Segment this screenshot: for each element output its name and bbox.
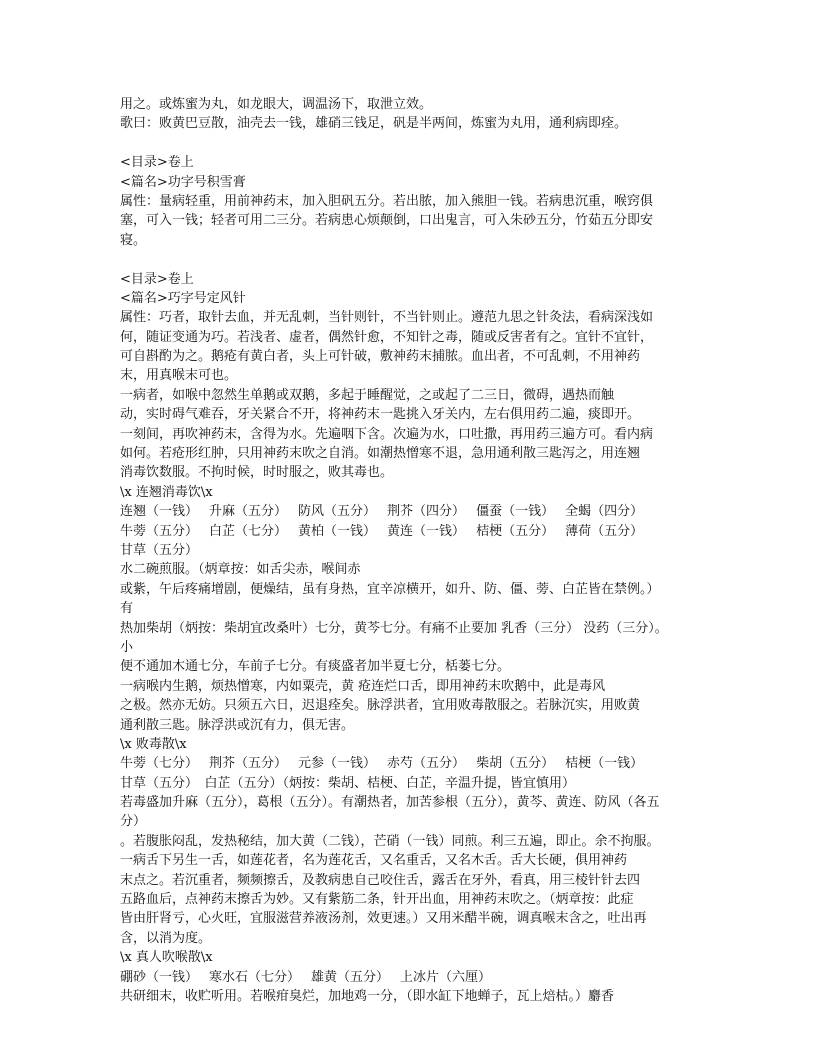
ingredient-item: 黄连（一钱） — [387, 523, 466, 539]
text-line: 一病喉内生鹅，烦热憎寒，内如粟壳，黄 疮连烂口舌，即用神药末吹鹅中，此是毒风 — [120, 678, 606, 694]
ingredient-item: 升麻（五分） — [209, 504, 288, 520]
text-line: 之极。然亦无妨。只须五六日，迟退痊矣。脉浮洪者，宜用败毒散服之。若脉沉实，用败黄 — [120, 698, 641, 714]
ingredient-item: 白芷（七分） — [209, 523, 288, 539]
text-line: 水二碗煎服。（炳章按：如舌尖赤，喉间赤 — [120, 562, 361, 578]
ingredient-item: 柴胡（五分） — [476, 756, 555, 772]
blank-line — [120, 250, 698, 269]
text-line: 一刻间，再吹神药末，含得为水。先遍咽下含。次遍为水，口吐撒，再用药三遍方可。看内病 — [120, 426, 654, 442]
ingredient-item: 防风（五分） — [298, 504, 377, 520]
text-line: 含，以消为度。 — [120, 930, 212, 946]
ingredient-item: 桔梗（一钱） — [565, 756, 644, 772]
ingredient-item: 荆芥（五分） — [209, 756, 288, 772]
ingredient-item: 全蝎（四分） — [565, 504, 644, 520]
text-line: 通利散三匙。脉浮洪或沉有力，俱无害。 — [120, 717, 355, 733]
text-line: <篇名>功字号积雪膏 — [120, 174, 246, 190]
ingredient-item: 桔梗（五分） — [476, 523, 555, 539]
text-line: 一病者，如喉中忽然生单鹅或双鹅，多起于睡醒觉，之或起了二三日，微碍，遇热而触 — [120, 387, 615, 403]
ingredient-item: 黄柏（一钱） — [298, 523, 377, 539]
text-line: 甘草（五分） 白芷（五分）（炳按：柴胡、桔梗、白芷，辛温升提，皆宜慎用） — [120, 775, 576, 791]
text-line: <目录>卷上 — [120, 271, 194, 287]
ingredient-item: 牛蒡（七分） — [120, 756, 199, 772]
text-line: \x 连翘消毒饮\x — [120, 484, 213, 500]
text-line: \x 败毒散\x — [120, 736, 187, 752]
blank-line — [120, 134, 698, 153]
text-line: 动，实时碍气难吞，牙关紧合不开，将神药末一匙挑入牙关内，左右俱用药二遍，痰即开。 — [120, 407, 641, 423]
ingredient-item: 赤芍（五分） — [387, 756, 466, 772]
text-line: 分） — [120, 814, 147, 830]
text-line: 便不通加木通七分，车前子七分。有痰盛者加半夏七分，栝蒌七分。 — [120, 659, 511, 675]
text-line: 有 — [120, 601, 134, 617]
ingredient-item: 连翘（一钱） — [120, 504, 199, 520]
text-line: 歌曰：败黄巴豆散，油壳去一钱，雄硝三钱足，矾是半两间，炼蜜为丸用，通利病即痊。 — [120, 116, 628, 132]
text-line: 一病舌下另生一舌，如莲花者，名为莲花舌，又名重舌，又名木舌。舌大长硬，俱用神药 — [120, 853, 628, 869]
ingredient-item: 硼砂（一钱） — [120, 969, 199, 985]
text-line: 。若腹胀闷乱，发热秘结，加大黄（二钱），芒硝（一钱）同煎。利三五遍，即止。余不拘服。 — [120, 833, 660, 849]
text-line: <目录>卷上 — [120, 155, 194, 171]
text-line: 消毒饮数服。不拘时候，时时服之，败其毒也。 — [120, 465, 394, 481]
ingredient-line — [120, 522, 698, 541]
text-line: 属性：量病轻重，用前神药末，加入胆矾五分。若出脓，加入熊胆一钱。若病患沉重，喉窍俱 — [120, 193, 654, 209]
text-line: <篇名>巧字号定风针 — [120, 290, 246, 306]
ingredient-item: 牛蒡（五分） — [120, 523, 199, 539]
text-line: 若毒盛加升麻（五分），葛根（五分）。有潮热者，加苦参根（五分），黄芩、黄连、防风（各五 — [120, 795, 660, 811]
ingredient-item: 薄荷（五分） — [565, 523, 644, 539]
text-line: 何，随证变通为巧。若浅者、虚者，偶然针愈，不知针之毒，随或反害者有之。宜针不宜针， — [120, 329, 654, 345]
text-line: 热加柴胡（炳按：柴胡宜改桑叶）七分，黄芩七分。有痛不止要加 乳香（三分） 没药（三分）。 — [120, 620, 668, 636]
ingredient-item: 僵蚕（一钱） — [476, 504, 555, 520]
text-line: 用之。或炼蜜为丸，如龙眼大，调温汤下，取泄立效。 — [120, 97, 433, 112]
ingredient-line — [120, 502, 698, 521]
ingredient-item: 寒水石（七分） — [209, 969, 301, 985]
text-line: 末，用真喉末可也。 — [120, 368, 238, 384]
ingredient-line — [120, 968, 698, 987]
text-line: 末点之。若沉重者，频频擦舌，及教病患自己咬住舌，露舌在牙外，看真，用三棱针针去四 — [120, 872, 641, 888]
ingredient-line — [120, 541, 698, 560]
text-line: 或紫，午后疼痛增剧，便燥结，虽有身热，宜辛凉横开，如升、防、僵、蒡、白芷皆在禁例。） — [120, 581, 660, 597]
ingredient-item: 元参（一钱） — [298, 756, 377, 772]
text-line: 共研细末，收贮听用。若喉疳臭烂，加地鸡一分，（即水缸下地蝉子，瓦上焙枯。）麝香 — [120, 988, 615, 1004]
text-line: 属性：巧者，取针去血，并无乱刺，当针则针，不当针则止。遵范九思之针灸法，看病深浅如 — [120, 310, 654, 326]
text-line: 塞，可入一钱；轻者可用二三分。若病患心烦颠倒，口出鬼言，可入朱砂五分，竹茹五分即安 — [120, 213, 654, 229]
ingredient-line — [120, 754, 698, 773]
text-line: 如何。若疮形红肿，只用神药末吹之自消。如潮热憎寒不退，急用通利散三匙泻之，用连翘 — [120, 446, 641, 462]
text-line: 小 — [120, 639, 134, 655]
text-line: \x 真人吹喉散\x — [120, 950, 213, 966]
text-line: 五路血后，点神药末擦舌为妙。又有紫筋二条，针开出血，用神药末吹之。（炳章按：此症 — [120, 892, 634, 908]
ingredient-item: 上冰片（六厘） — [400, 969, 492, 985]
document-page — [120, 95, 698, 1006]
ingredient-item: 雄黄（五分） — [311, 969, 390, 985]
text-line: 寝。 — [120, 232, 147, 248]
text-line: 皆由肝肾亏，心火旺，宜服滋营养液汤剂，效更速。）又用米醋半碗，调真喉末含之，吐出再 — [120, 911, 647, 927]
ingredient-item: 荆芥（四分） — [387, 504, 466, 520]
ingredient-item: 甘草（五分） — [120, 542, 199, 558]
text-line: 可自斟酌为之。鹅疮有黄白者，头上可针破，敷神药末捕脓。血出者，不可乱刺，不用神药 — [120, 349, 641, 365]
